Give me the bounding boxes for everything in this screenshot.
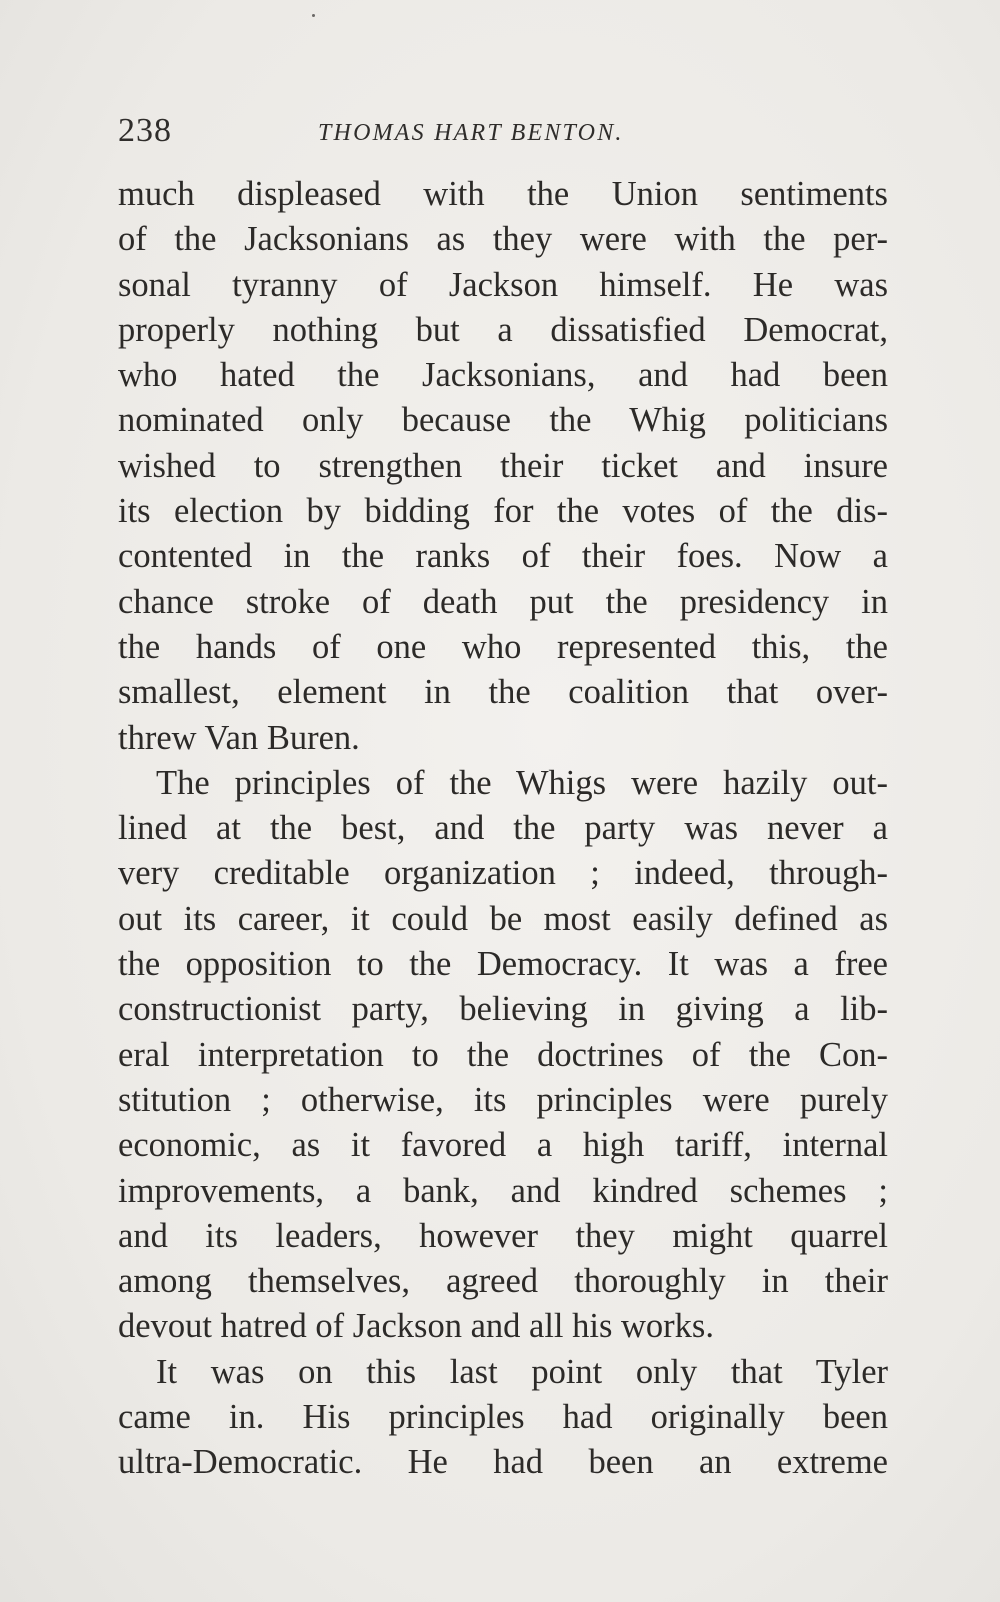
text-line: among themselves, agreed thoroughly in their [118, 1262, 888, 1301]
text-line: out its career, it could be most easily defined as [118, 899, 888, 938]
running-head [118, 112, 888, 162]
paragraph-first-line: It was on this last point only that Tyler [156, 1352, 888, 1391]
paper-speck [312, 14, 315, 17]
text-line: smallest, element in the coalition that over- [118, 673, 888, 712]
text-line: came in. His principles had originally been [118, 1398, 888, 1437]
text-line: economic, as it favored a high tariff, internal [118, 1126, 888, 1165]
text-line: eral interpretation to the doctrines of the Con- [118, 1035, 888, 1074]
text-line: ultra-Democratic. He had been an extreme [118, 1443, 888, 1482]
text-line: nominated only because the Whig politicians [118, 401, 888, 440]
text-line: and its leaders, however they might quarrel [118, 1216, 888, 1255]
text-line: constructionist party, believing in giving a lib- [118, 990, 888, 1029]
text-line: contented in the ranks of their foes. Now a [118, 537, 888, 576]
text-line: sonal tyranny of Jackson himself. He was [118, 265, 888, 304]
body-text [118, 172, 888, 1486]
running-title: THOMAS HART BENTON. [318, 120, 624, 146]
text-line: wished to strengthen their ticket and insure [118, 446, 888, 485]
text-line: stitution ; otherwise, its principles were purely [118, 1080, 888, 1119]
text-line: its election by bidding for the votes of the dis- [118, 492, 888, 531]
text-line: devout hatred of Jackson and all his works. [118, 1307, 714, 1346]
text-line: the hands of one who represented this, the [118, 627, 888, 666]
text-line: chance stroke of death put the presidency in [118, 582, 888, 621]
text-line: who hated the Jacksonians, and had been [118, 356, 888, 395]
text-line: of the Jacksonians as they were with the per- [118, 220, 888, 259]
text-line: very creditable organization ; indeed, through- [118, 854, 888, 893]
page-number: 238 [118, 112, 172, 149]
text-line: properly nothing but a dissatisfied Democrat, [118, 310, 888, 349]
text-line: threw Van Buren. [118, 718, 360, 757]
text-line: much displeased with the Union sentiments [118, 175, 888, 213]
text-line: the opposition to the Democracy. It was a free [118, 945, 888, 984]
text-line: improvements, a bank, and kindred schemes ; [118, 1171, 888, 1210]
text-line: lined at the best, and the party was never a [118, 809, 888, 848]
paragraph-first-line: The principles of the Whigs were hazily out- [156, 763, 888, 802]
